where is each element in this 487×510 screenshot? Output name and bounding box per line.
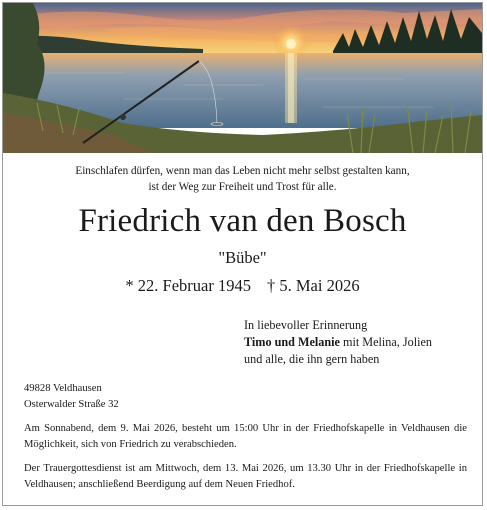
poem <box>3 163 482 195</box>
farewell-notice: Am Sonnabend, dem 9. Mai 2026, besteht um 15:00 Uhr in der Friedhofskapelle in Veldhausen die Möglichkeit, sich von Friedrich zu verabschieden. <box>24 423 467 450</box>
poem-line-1: Einschlafen dürfen, wenn man das Leben nicht mehr selbst gestalten kann, <box>75 165 410 177</box>
remembrance-names-bold: Timo und Melanie <box>244 335 340 349</box>
remembrance-intro: In liebevoller Erinnerung <box>244 318 368 332</box>
remembrance-block <box>244 317 480 368</box>
birth-date: * 22. Februar 1945 <box>125 276 251 295</box>
lake-sunset-image <box>3 3 482 153</box>
address-city: 49828 Veldhausen <box>24 383 102 394</box>
deceased-name: Friedrich van den Bosch <box>78 203 407 239</box>
deceased-nickname: "Bübe" <box>218 248 267 267</box>
remembrance-names-rest: mit Melina, Jolien <box>339 335 433 349</box>
death-date: † 5. Mai 2026 <box>266 276 360 295</box>
service-notice: Der Trauergottesdienst ist am Mittwoch, dem 13. Mai 2026, um 13.30 Uhr in der Friedhofskapelle in Veldhausen; anschließend Beerdigung auf dem Neuen Friedhof. <box>24 463 467 490</box>
obituary-card <box>2 2 483 506</box>
poem-line-2: ist der Weg zur Freiheit und Trost für alle. <box>148 181 337 193</box>
address-street: Osterwalder Straße 32 <box>24 398 119 410</box>
life-dates <box>3 275 482 297</box>
address-block <box>24 381 464 412</box>
remembrance-names <box>244 334 480 351</box>
remembrance-closing: und alle, die ihn gern haben <box>244 352 380 366</box>
header-photo <box>3 3 482 153</box>
